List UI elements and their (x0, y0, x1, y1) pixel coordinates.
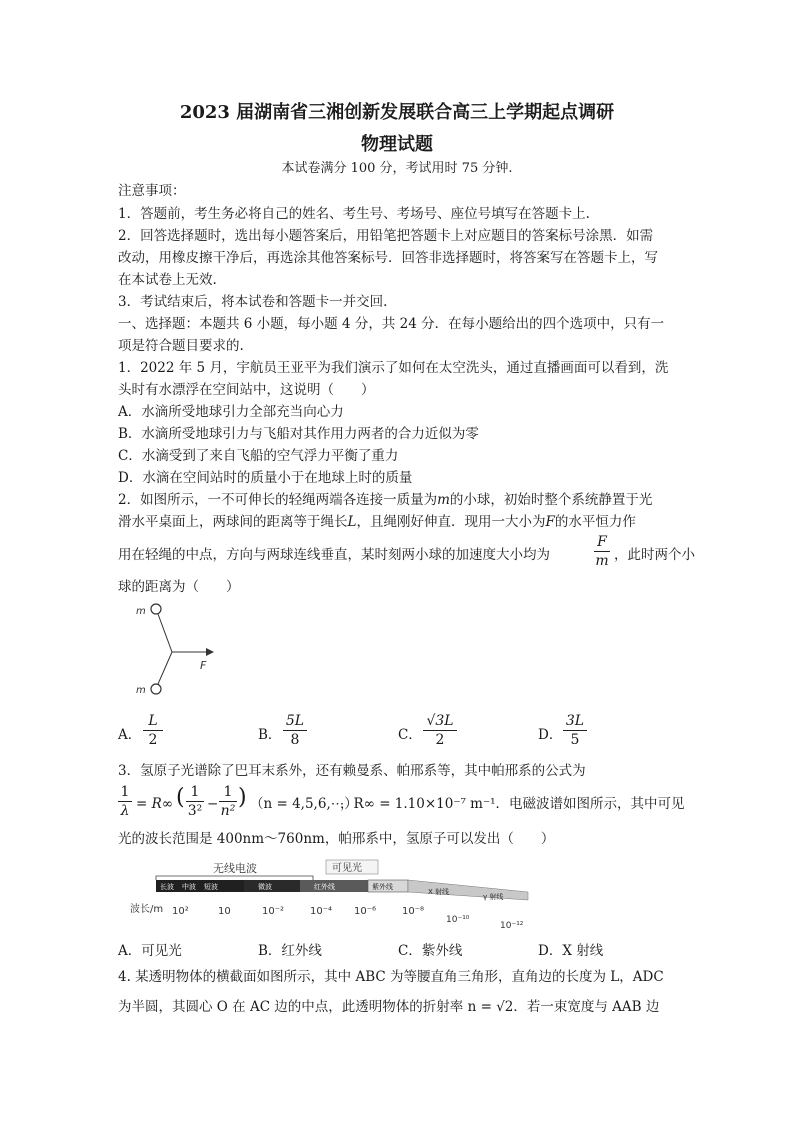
q3-formula-frac-2: 1 n² (220, 784, 236, 819)
q2-option-c-fraction: √3L 2 (423, 713, 457, 748)
tick-label: 10⁻² (262, 906, 285, 917)
force-arrowhead (206, 648, 214, 656)
tick-label: 10⁻¹⁰ (446, 915, 470, 925)
q3-line-3: 光的波长范围是 400nm～760nm，帕邢系中，氢原子可以发出（ ） (118, 831, 555, 847)
notice-heading: 注意事项： (118, 183, 186, 199)
q3-spectrum-figure (128, 856, 538, 934)
q4-line-1: 4. 某透明物体的横截面如图所示，其中 ABC 为等腰直角三角形，直角边的长度为 L，ADC (118, 969, 664, 985)
tick-label: 10⁻⁴ (310, 906, 333, 917)
ball-bottom (151, 684, 161, 694)
section-1-line-1: 一、选择题：本题共 6 小题，每小题 4 分，共 24 分．在每小题给出的四个选项中，只有一 (118, 316, 665, 332)
q2-option-b-fraction: 5L 8 (283, 713, 307, 748)
q3-paren-close: ) (238, 785, 247, 810)
notice-item-2-line-1: 2．回答选择题时，选出每小题答案后，用铅笔把答题卡上对应题目的答案标号涂黑．如需 (118, 228, 654, 244)
q2-option-d-fraction: 3L 5 (563, 713, 587, 748)
section-1-line-2: 项是符合题目要求的. (118, 338, 244, 354)
q3-option-a: A．可见光 (118, 943, 182, 959)
q1-line-2: 头时有水漂浮在空间站中，这说明（ ） (118, 382, 375, 398)
q2-line-3b: ，此时两个小 (614, 547, 695, 563)
q1-option-b: B．水滴所受地球引力与飞船对其作用力两者的合力近似为零 (118, 426, 479, 442)
notice-item-2-line-3: 在本试卷上无效. (118, 272, 217, 288)
tick-label: 10⁻⁸ (402, 906, 425, 917)
q3-formula-frac-1: 1 3² (187, 784, 203, 819)
q2-option-c-label: C． (398, 727, 422, 743)
q2-line-2: 滑水平桌面上，两球间的距离等于绳长L，且绳刚好伸直．现用一大小为F的水平恒力作 (118, 514, 636, 530)
tick-label: 10⁻⁶ (354, 906, 377, 917)
q2-option-a-fraction: L 2 (143, 713, 163, 748)
q3-formula-eq: = R∞ (136, 796, 174, 812)
q2-accel-fraction: F m (595, 534, 609, 569)
q3-formula-lhs: 1 λ (118, 784, 132, 819)
notice-item-1: 1．答题前，考生务必将自己的姓名、考生号、考场号、座位号填写在答题卡上. (118, 206, 590, 222)
q3-formula-r: ，R∞ = 1.10×10⁻⁷ m⁻¹．电磁波谱如图所示，其中可见 (340, 796, 685, 812)
band-label-xray: X 射线 (428, 888, 450, 896)
band-label-microwave: 微波 (258, 883, 272, 891)
band-label-long: 长波 (160, 883, 174, 891)
band-xray-gamma (408, 880, 528, 900)
q2-figure (130, 600, 220, 700)
q3-formula-n: （n = 4,5,6,⋯） (250, 796, 358, 812)
band-microwave (244, 880, 300, 892)
q3-line-1: 3．氢原子光谱除了巴耳末系外，还有赖曼系、帕邢系等，其中帕邢系的公式为 (118, 763, 586, 779)
q3-paren-open: ( (176, 785, 185, 810)
q2-option-a-label: A． (118, 727, 142, 743)
exam-info: 本试卷满分 100 分，考试用时 75 分钟. (281, 161, 513, 176)
page-title: 2023 届湖南省三湘创新发展联合高三上学期起点调研 (179, 102, 615, 123)
q2-line-3a: 用在轻绳的中点，方向与两球连线垂直，某时刻两小球的加速度大小均为 (118, 547, 550, 563)
q1-option-d: D．水滴在空间站时的质量小于在地球上时的质量 (118, 470, 413, 486)
band-label-infrared: 红外线 (314, 883, 335, 891)
band-label-short: 短波 (204, 883, 218, 891)
q2-option-d-label: D． (538, 727, 563, 743)
ball-top (151, 604, 161, 614)
q3-minus: − (207, 796, 219, 812)
rope-bottom (158, 652, 172, 684)
fig-label-m-bottom: m (136, 685, 146, 696)
q1-option-c: C．水滴受到了来自飞船的空气浮力平衡了重力 (118, 448, 399, 464)
page-subtitle-title: 物理试题 (361, 134, 433, 155)
notice-item-2-line-2: 改动，用橡皮擦干净后，再选涂其他答案标号．回答非选择题时，将答案写在答题卡上，写 (118, 250, 658, 266)
q2-line-4: 球的距离为（ ） (118, 579, 240, 595)
rope-top (158, 614, 172, 652)
band-label-uv: 紫外线 (372, 883, 393, 891)
spectrum-axis-label: 波长/m (130, 904, 164, 915)
fig-label-F: F (200, 659, 207, 672)
q1-line-1: 1．2022 年 5 月，宇航员王亚平为我们演示了如何在太空洗头，通过直播画面可以看到，洗 (118, 360, 669, 376)
tick-label: 10 (218, 906, 231, 917)
spectrum-radio-label: 无线电波 (213, 862, 257, 875)
tick-label: 10⁻¹² (500, 921, 524, 931)
q4-line-2: 为半圆，其圆心 O 在 AC 边的中点，此透明物体的折射率 n = √2．若一束宽度与 AAB 边 (118, 999, 660, 1015)
notice-item-3: 3．考试结束后，将本试卷和答题卡一并交回. (118, 294, 388, 310)
band-label-medium: 中波 (182, 883, 196, 891)
q3-option-b: B．红外线 (258, 943, 322, 959)
band-label-gamma: γ 射线 (483, 893, 504, 901)
q2-option-b-label: B． (258, 727, 282, 743)
q3-option-d: D．X 射线 (538, 943, 604, 959)
tick-label: 10² (172, 906, 189, 917)
fig-label-m-top: m (136, 606, 146, 617)
q1-option-a: A．水滴所受地球引力全部充当向心力 (118, 404, 344, 420)
q3-option-c: C．紫外线 (398, 943, 463, 959)
spectrum-visible-label: 可见光 (332, 863, 362, 874)
q2-line-1: 2．如图所示，一不可伸长的轻绳两端各连接一质量为m的小球，初始时整个系统静置于光 (118, 492, 653, 508)
